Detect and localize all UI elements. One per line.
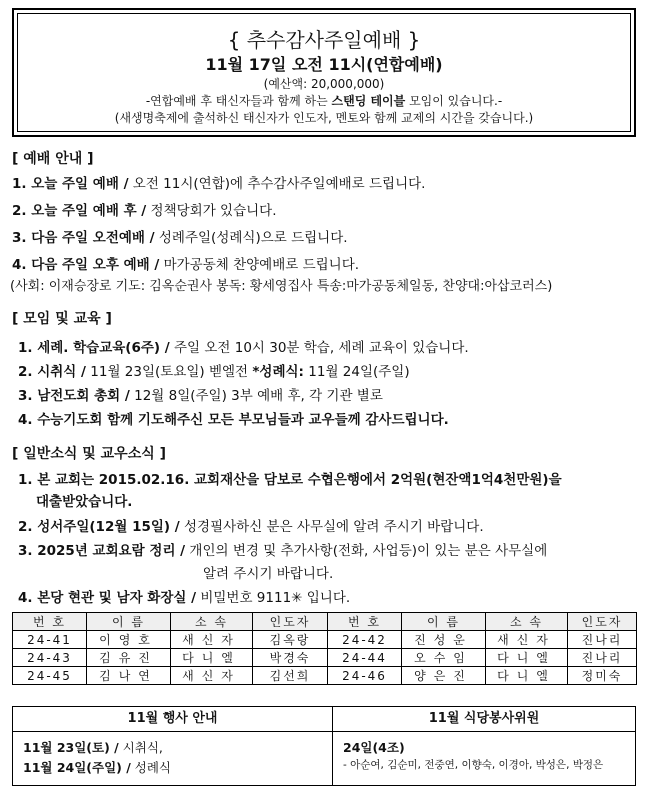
- event-text: 성례식: [130, 760, 171, 775]
- table-cell: 김옥랑: [253, 631, 328, 649]
- standing-table-detail: (새생명축제에 출석하신 태신자가 인도자, 멘토와 함께 교제의 시간을 갖습니다.): [114, 111, 534, 125]
- table-cell: 다니엘: [486, 649, 568, 667]
- table-header: 인도자: [253, 613, 328, 631]
- worship-item-label: 3. 다음 주일 오전예배 /: [12, 230, 155, 246]
- worship-item-1: [12, 174, 425, 194]
- worship-item-text: 정책당회가 있습니다.: [146, 203, 277, 219]
- item-label: 2. 시취식 /: [18, 364, 86, 380]
- item-text: 성경필사하신 분은 사무실에 알려 주시기 바랍니다.: [179, 519, 484, 535]
- item-label: *성례식:: [252, 364, 304, 380]
- budget-text: (예산액: 20,000,000): [263, 77, 385, 91]
- newcomer-table: [12, 612, 637, 685]
- events-panel: [13, 707, 333, 785]
- worship-item-text: 성례주일(성례식)으로 드립니다.: [154, 230, 348, 246]
- table-cell: 김유진: [87, 649, 171, 667]
- meals-panel: [333, 707, 635, 785]
- news-item-1-cont: 대출받았습니다.: [36, 494, 133, 510]
- education-item-1: [18, 338, 469, 358]
- table-cell: 김나연: [87, 667, 171, 685]
- note-bold: 스탠딩 테이블: [331, 94, 406, 108]
- table-cell: 24-45: [13, 667, 87, 685]
- news-item-1: 1. 본 교회는 2015.02.16. 교회재산을 담보로 수협은행에서 2억원(현잔액1억4천만원)을: [18, 472, 562, 488]
- table-header: 인도자: [568, 613, 637, 631]
- item-text: 비밀번호 9111✳ 입니다.: [196, 590, 351, 606]
- item-text: 12월 8일(주일) 3부 예배 후, 각 기관 별로: [129, 388, 383, 404]
- note-post: 모임이 있습니다.-: [405, 94, 503, 108]
- item-text: 주일 오전 10시 30분 학습, 세례 교육이 있습니다.: [169, 340, 469, 356]
- meals-names: - 아순여, 김순미, 전중연, 이향숙, 이경아, 박성은, 박정은: [343, 759, 604, 771]
- table-cell: 진나리: [568, 631, 637, 649]
- event-line-2: [23, 758, 322, 778]
- meals-body: [333, 732, 635, 778]
- worship-heading: [ 예배 안내 ]: [12, 151, 94, 167]
- worship-item-3: [12, 228, 348, 248]
- event-date: 11월 24일(주일) /: [23, 760, 131, 775]
- table-cell: 김선희: [253, 667, 328, 685]
- table-cell: 진성운: [402, 631, 486, 649]
- table-cell: 양은진: [402, 667, 486, 685]
- table-header: 이 름: [402, 613, 486, 631]
- table-cell: 진나리: [568, 649, 637, 667]
- worship-item-label: 1. 오늘 주일 예배 /: [12, 176, 129, 192]
- table-header: 이 름: [87, 613, 171, 631]
- table-cell: 24-43: [13, 649, 87, 667]
- table-cell: 새신자: [171, 631, 253, 649]
- table-cell: 24-41: [13, 631, 87, 649]
- table-header-row: [13, 613, 637, 631]
- meals-heading: 11월 식당봉사위원: [333, 707, 635, 732]
- news-item-2: [18, 517, 484, 537]
- item-label: 3. 남전도회 총회 /: [18, 388, 130, 404]
- standing-table-note: [18, 93, 630, 110]
- item-label: 4. 본당 현관 및 남자 화장실 /: [18, 590, 197, 606]
- worship-item-text: 마가공동체 찬양예배로 드립니다.: [159, 257, 360, 273]
- meals-date: 24일(4조): [343, 740, 405, 755]
- item-label: 3. 2025년 교회요람 정리 /: [18, 543, 186, 559]
- bottom-info-box: [12, 706, 636, 786]
- events-body: [13, 732, 332, 784]
- table-cell: 오수임: [402, 649, 486, 667]
- table-cell: 박경숙: [253, 649, 328, 667]
- education-item-2: [18, 362, 410, 382]
- worship-item-text: 오전 11시(연합)에 추수감사주일예배로 드립니다.: [128, 176, 426, 192]
- worship-roles: (사회: 이재승장로 기도: 김옥순권사 봉독: 황세영집사 특송:마가공동체일동, 찬양대:아삽코러스): [10, 279, 553, 294]
- table-header: 번 호: [328, 613, 402, 631]
- item-text: 11월 24일(주일): [303, 364, 410, 380]
- table-row: [13, 649, 637, 667]
- table-cell: 이영호: [87, 631, 171, 649]
- worship-item-label: 2. 오늘 주일 예배 후 /: [12, 203, 147, 219]
- service-title: { 추수감사주일예배 }: [227, 28, 421, 52]
- table-cell: 24-44: [328, 649, 402, 667]
- news-item-3-cont: 알려 주시기 바랍니다.: [203, 566, 334, 582]
- table-cell: 24-42: [328, 631, 402, 649]
- worship-item-4: [12, 255, 359, 275]
- table-row: [13, 667, 637, 685]
- table-row: [13, 631, 637, 649]
- event-line-1: [23, 738, 322, 758]
- table-header: 소 속: [171, 613, 253, 631]
- table-cell: 24-46: [328, 667, 402, 685]
- table-cell: 다니엘: [486, 667, 568, 685]
- table-header: 소 속: [486, 613, 568, 631]
- event-text: 시취식,: [118, 740, 163, 755]
- item-text: 개인의 변경 및 추가사항(전화, 사업등)이 있는 분은 사무실에: [185, 543, 548, 559]
- item-text: 11월 23일(토요일) 벧엘전: [85, 364, 253, 380]
- education-item-4: 4. 수능기도회 함께 기도해주신 모든 부모님들과 교우들께 감사드립니다.: [18, 412, 449, 428]
- news-item-3: [18, 541, 547, 561]
- worship-item-2: [12, 201, 277, 221]
- education-heading: [ 모임 및 교육 ]: [12, 311, 112, 327]
- table-cell: 다니엘: [171, 649, 253, 667]
- service-date: 11월 17일 오전 11시(연합예배): [205, 55, 443, 74]
- education-item-3: [18, 386, 383, 406]
- table-cell: 새신자: [171, 667, 253, 685]
- table-cell: 정미숙: [568, 667, 637, 685]
- header-inner-border: [17, 13, 631, 132]
- event-date: 11월 23일(토) /: [23, 740, 119, 755]
- item-label: 2. 성서주일(12월 15일) /: [18, 519, 180, 535]
- item-label: 1. 세례. 학습교육(6주) /: [18, 340, 170, 356]
- events-heading: 11월 행사 안내: [13, 707, 332, 732]
- table-cell: 새신자: [486, 631, 568, 649]
- news-heading: [ 일반소식 및 교우소식 ]: [12, 446, 167, 462]
- worship-item-label: 4. 다음 주일 오후 예배 /: [12, 257, 160, 273]
- news-item-4: [18, 588, 350, 608]
- note-pre: -연합예배 후 태신자들과 함께 하는: [145, 94, 332, 108]
- header-box: [12, 8, 636, 137]
- table-header: 번 호: [13, 613, 87, 631]
